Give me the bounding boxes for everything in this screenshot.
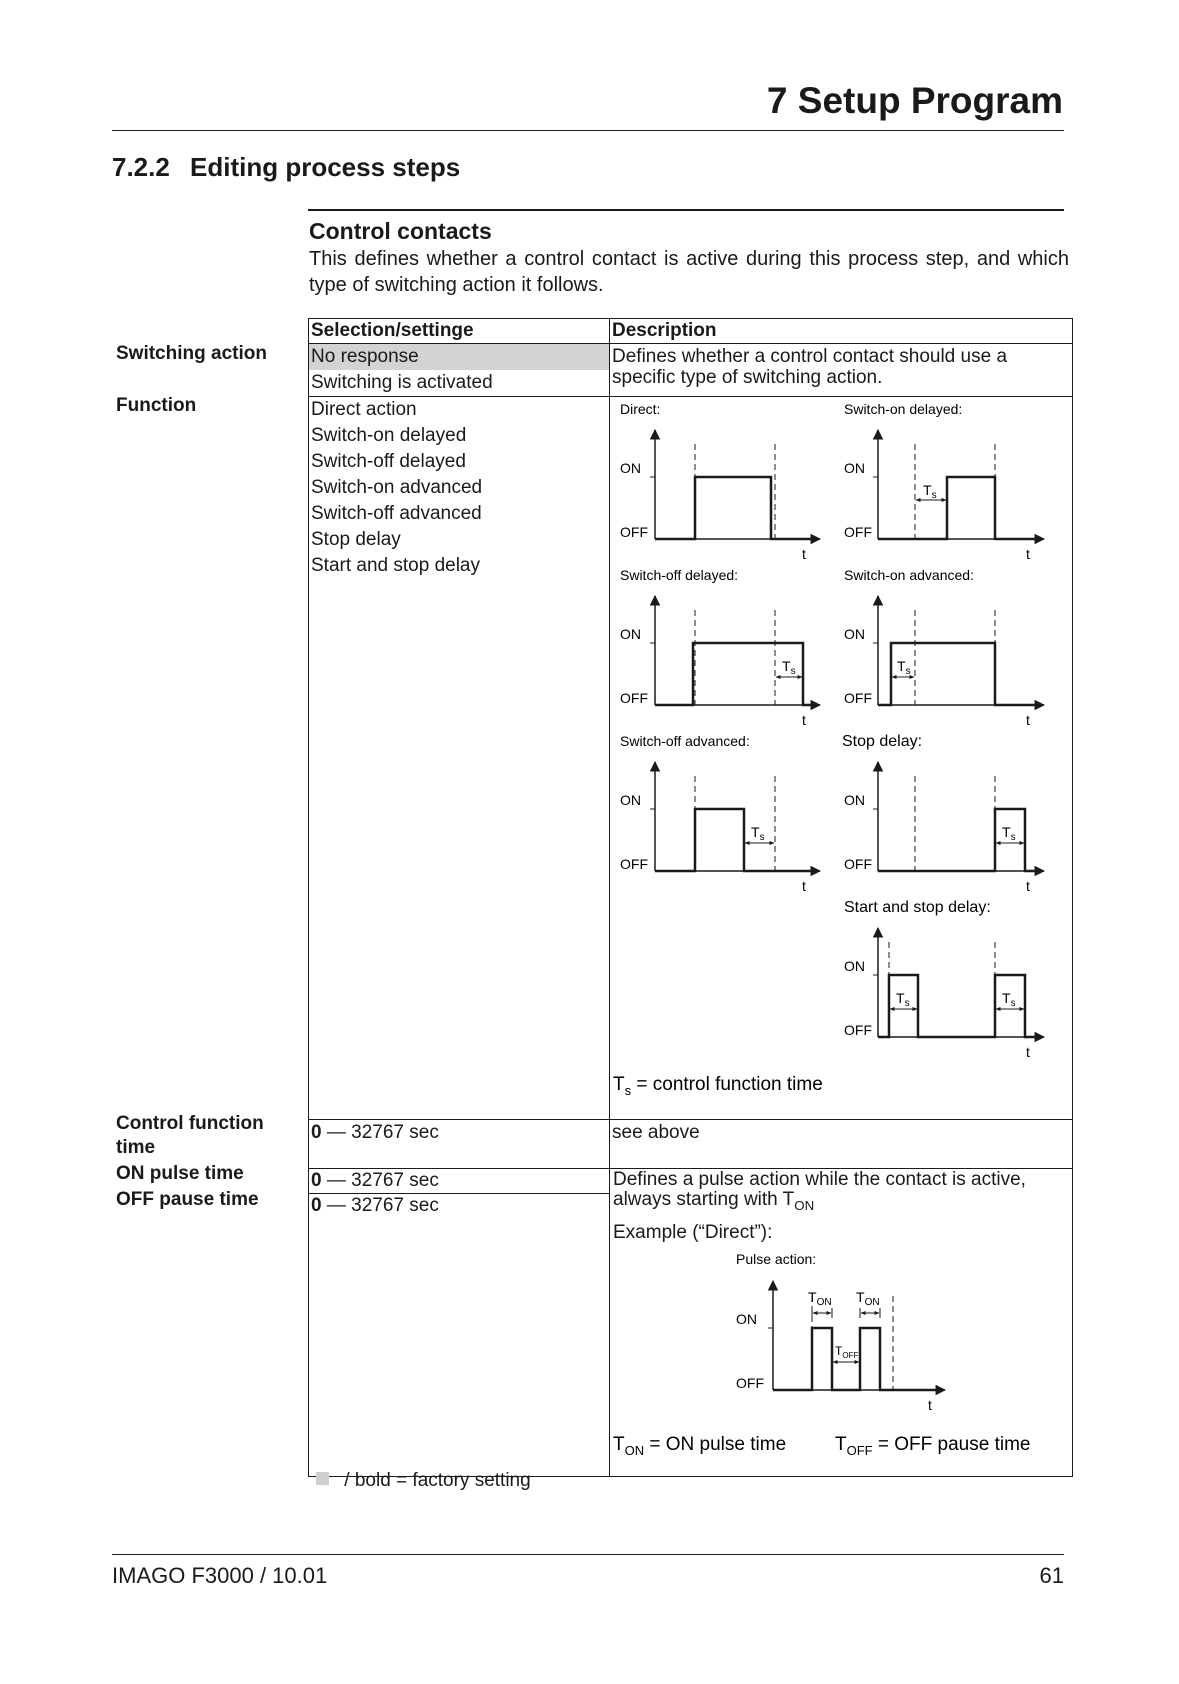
time-axis-label: t [802, 712, 806, 728]
table-row-control-function-time [309, 1120, 1073, 1169]
on-pulse-time-range [309, 1169, 610, 1194]
on-label: ON [620, 626, 641, 642]
on-label: ON [620, 460, 641, 476]
off-label: OFF [844, 690, 872, 706]
ts-label: $T_s$ [1002, 990, 1016, 1009]
label-control-function-time: Control function time [116, 1113, 264, 1158]
t-off-label: $T_{OFF}$ [835, 1343, 859, 1360]
ts-label: $T_s$ [897, 658, 911, 677]
function-diagrams-cell [610, 397, 1073, 1120]
pulse-description-cell [610, 1169, 1073, 1477]
column-header-description: Description [610, 319, 1073, 344]
label-function: Function [116, 395, 197, 416]
off-pause-time-range [309, 1194, 610, 1477]
time-axis-label: t [1026, 878, 1030, 894]
factory-setting-footnote: / bold = factory setting [316, 1470, 531, 1492]
pulse-description: Defines a pulse action while the contact is active, always starting with $T_{ON}$ [613, 1169, 1026, 1213]
section-title: Editing process steps [190, 152, 461, 182]
time-axis-label: t [1026, 1044, 1030, 1060]
table-header-row [309, 319, 1073, 344]
label-on-pulse-time: ON pulse time [116, 1163, 244, 1184]
range-min: 0 [311, 1170, 322, 1191]
range-rest: — 32767 sec [321, 1195, 439, 1217]
on-label: ON [736, 1310, 757, 1327]
switching-action-options [309, 344, 610, 397]
t-on-legend: $T_{ON}$ = ON pulse time [613, 1433, 787, 1458]
time-axis-label: t [802, 546, 806, 562]
option-switch-off-advanced: Switch-off advanced [311, 503, 482, 524]
ts-label: $T_s$ [1002, 824, 1016, 843]
off-label: OFF [844, 524, 872, 540]
option-switching-activated: Switching is activated [311, 372, 493, 393]
switching-diagrams [610, 397, 1072, 1111]
option-no-response: No response [309, 344, 609, 370]
table-row-switching-action [309, 344, 1073, 397]
off-label: OFF [620, 856, 648, 872]
diagram-start-stop-delay [844, 899, 1044, 1060]
function-options [309, 397, 610, 1120]
time-axis-label: t [1026, 546, 1030, 562]
control-function-time-description-text: see above [612, 1122, 700, 1143]
diagram-switch-on-delayed [844, 401, 1044, 562]
range-min: 0 [311, 1195, 322, 1217]
footer-rule [112, 1554, 1064, 1555]
intro-title: Control contacts [309, 218, 492, 244]
on-label: ON [844, 958, 865, 974]
diagram-switch-on-advanced [844, 567, 1044, 728]
time-axis-label: t [928, 1396, 932, 1413]
control-function-time-range [309, 1120, 610, 1169]
time-axis-label: t [802, 878, 806, 894]
t-on-label: $T_{ON}$ [808, 1288, 832, 1308]
table-row-on-pulse-time [309, 1169, 1073, 1194]
section-number: 7.2.2 [112, 152, 170, 182]
switching-action-description-text: Defines whether a control contact should use a specific type of switching action. [612, 346, 1008, 388]
off-label: OFF [736, 1374, 764, 1391]
chapter-title: 7 Setup Program [766, 80, 1063, 121]
diagram-direct-title: Direct: [620, 401, 661, 417]
column-header-selection: Selection/settinge [309, 319, 610, 344]
diagram-direct [620, 401, 820, 562]
intro-text: This defines whether a control contact is active during this process step, and which type of switching action it follows. [309, 248, 1069, 296]
ts-label: $T_s$ [751, 824, 765, 843]
time-axis-label: t [1026, 712, 1030, 728]
t-off-legend: $T_{OFF}$ = OFF pause time [835, 1433, 1031, 1458]
ts-label: $T_s$ [782, 658, 796, 677]
footer-document-id: IMAGO F3000 / 10.01 [112, 1563, 328, 1588]
range-min: 0 [311, 1122, 322, 1143]
pulse-example-label: Example (“Direct”): [613, 1221, 773, 1243]
on-label: ON [844, 792, 865, 808]
ts-label: $T_s$ [896, 990, 910, 1009]
pulse-diagram-title: Pulse action: [736, 1250, 817, 1267]
switching-action-description [610, 344, 1073, 397]
label-switching-action: Switching action [116, 343, 267, 364]
intro-rule [308, 209, 1064, 211]
pulse-diagram [610, 1244, 1072, 1476]
header-rule [112, 130, 1064, 131]
range-rest: — 32767 sec [321, 1122, 439, 1143]
off-label: OFF [844, 856, 872, 872]
option-switch-off-delayed: Switch-off delayed [311, 451, 466, 472]
off-label: OFF [844, 1022, 872, 1038]
page-number: 61 [1039, 1563, 1064, 1588]
option-direct-action: Direct action [311, 399, 417, 420]
option-start-stop-delay: Start and stop delay [311, 555, 480, 576]
diagram-switch-off-delayed-title: Switch-off delayed: [620, 567, 739, 583]
diagram-start-stop-delay-title: Start and stop delay: [844, 899, 991, 916]
control-function-time-legend: $T_s$ = control function time [613, 1074, 823, 1098]
option-stop-delay: Stop delay [311, 529, 401, 550]
ts-label: $T_s$ [923, 482, 937, 501]
t-on-label: $T_{ON}$ [856, 1288, 880, 1308]
table-row-function [309, 397, 1073, 1120]
parameter-table [308, 318, 1073, 1477]
option-switch-on-delayed: Switch-on delayed [311, 425, 467, 446]
diagram-stop-delay [842, 733, 1044, 894]
diagram-stop-delay-title: Stop delay: [842, 733, 923, 750]
diagram-switch-off-advanced [620, 733, 820, 894]
option-switch-on-advanced: Switch-on advanced [311, 477, 483, 498]
off-label: OFF [620, 524, 648, 540]
on-label: ON [844, 626, 865, 642]
on-label: ON [620, 792, 641, 808]
label-off-pause-time: OFF pause time [116, 1189, 259, 1210]
off-label: OFF [620, 690, 648, 706]
on-label: ON [844, 460, 865, 476]
diagram-switch-on-delayed-title: Switch-on delayed: [844, 401, 963, 417]
highlight-swatch [316, 1472, 329, 1485]
diagram-switch-off-delayed [620, 567, 820, 728]
control-function-time-description [610, 1120, 1073, 1169]
diagram-switch-off-advanced-title: Switch-off advanced: [620, 733, 750, 749]
section-heading [112, 152, 460, 183]
diagram-switch-on-advanced-title: Switch-on advanced: [844, 567, 974, 583]
range-rest: — 32767 sec [321, 1170, 439, 1191]
